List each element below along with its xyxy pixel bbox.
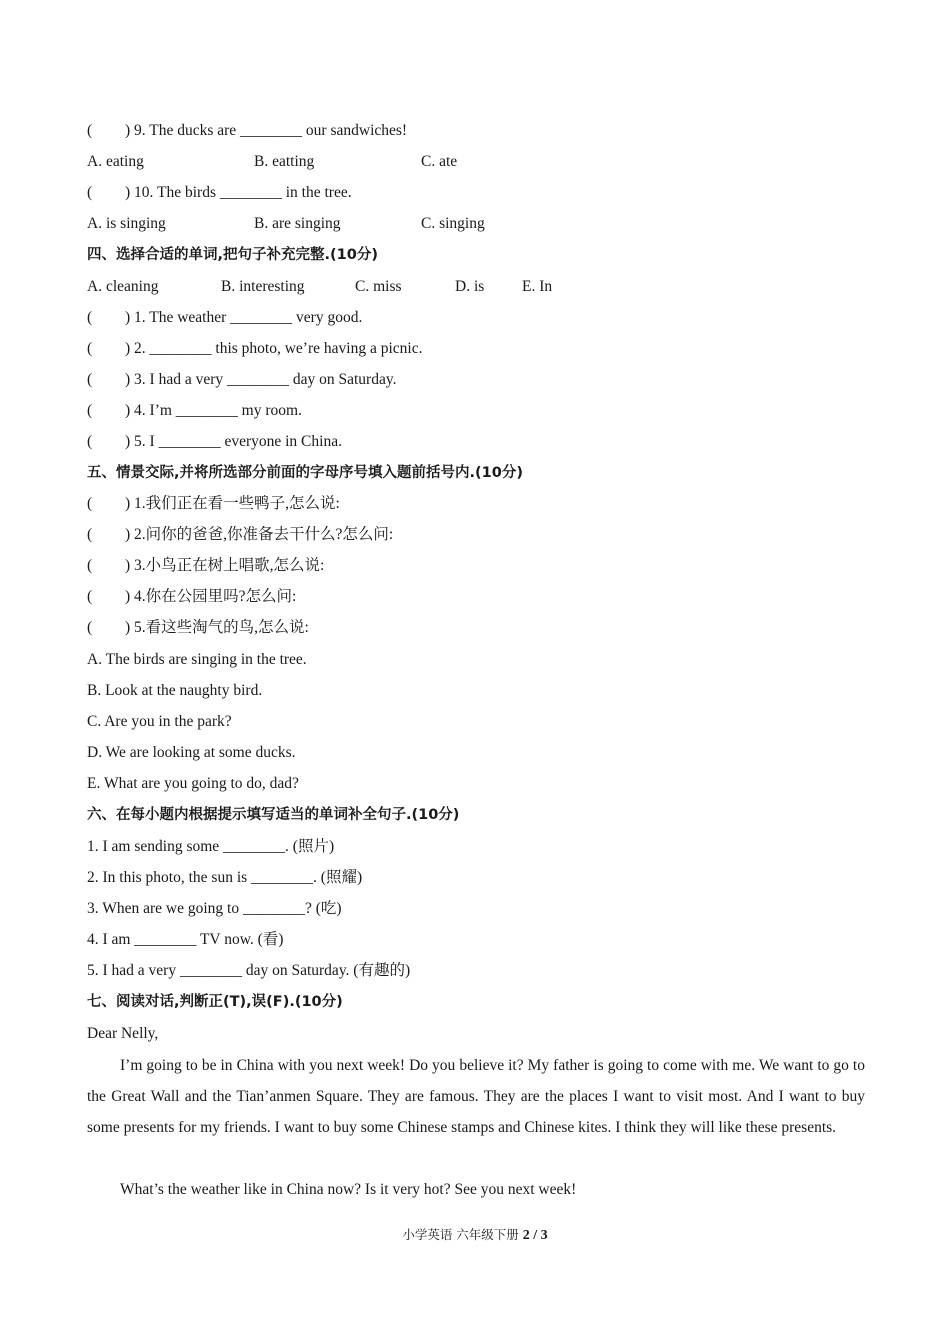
page-number: 2 / 3 — [522, 1228, 548, 1243]
answer-paren: ( — [87, 371, 93, 388]
question-text: ) 10. The birds ________ in the tree. — [125, 184, 352, 201]
question-text: ) 3. I had a very ________ day on Saturday. — [125, 371, 397, 388]
question-10 — [87, 183, 352, 203]
question — [87, 308, 362, 328]
question: 4. I am ________ TV now. (看) — [87, 931, 284, 948]
section-heading: 七、阅读对话,判断正(T),误(F).(10分) — [87, 994, 343, 1010]
question-text: ) 2. ________ this photo, we’re having a picnic. — [125, 340, 423, 357]
option: C. ate — [421, 153, 458, 170]
question: 3. When are we going to ________? (吃) — [87, 900, 342, 917]
answer-paren: ( — [87, 588, 93, 605]
question-text: ) 2.问你的爸爸,你准备去干什么?怎么问: — [125, 526, 394, 543]
question — [87, 587, 296, 607]
question — [87, 494, 340, 514]
question — [87, 370, 396, 390]
letter-paragraph: I’m going to be in China with you next week! Do you believe it? My father is going to come with me. We want to go to the Great Wall and the Tian’anmen Square. They are famous. They are the places I want to visit most. And I want to buy some presents for my friends. I want to buy some Chinese stamps and Chinese kites. I think they will like these presents. — [87, 1057, 865, 1136]
word-option: E. In — [522, 278, 553, 295]
option: A. eating — [87, 153, 144, 170]
section-heading: 五、情景交际,并将所选部分前面的字母序号填入题前括号内.(10分) — [87, 465, 523, 481]
question-text: ) 4. I’m ________ my room. — [125, 402, 302, 419]
question-9 — [87, 121, 407, 141]
section-heading: 六、在每小题内根据提示填写适当的单词补全句子.(10分) — [87, 807, 460, 823]
answer-paren: ( — [87, 122, 93, 139]
word-option: A. cleaning — [87, 278, 159, 295]
question — [87, 525, 393, 545]
question-text: ) 4.你在公园里吗?怎么问: — [125, 588, 297, 605]
answer-choice: B. Look at the naughty bird. — [87, 682, 263, 699]
question-text: ) 1.我们正在看一些鸭子,怎么说: — [125, 495, 340, 512]
answer-paren: ( — [87, 184, 93, 201]
answer-paren: ( — [87, 526, 93, 543]
answer-choice: D. We are looking at some ducks. — [87, 744, 296, 761]
question-text: ) 3.小鸟正在树上唱歌,怎么说: — [125, 557, 325, 574]
question — [87, 432, 342, 452]
answer-paren: ( — [87, 402, 93, 419]
answer-paren: ( — [87, 309, 93, 326]
option: A. is singing — [87, 215, 166, 232]
answer-choice: C. Are you in the park? — [87, 713, 232, 730]
question: 1. I am sending some ________. (照片) — [87, 838, 335, 855]
answer-paren: ( — [87, 433, 93, 450]
question — [87, 556, 324, 576]
answer-paren: ( — [87, 619, 93, 636]
question: 5. I had a very ________ day on Saturday. (有趣的) — [87, 962, 411, 979]
question: 2. In this photo, the sun is ________. (照耀) — [87, 869, 363, 886]
word-option: C. miss — [355, 278, 402, 295]
section-heading: 四、选择合适的单词,把句子补充完整.(10分) — [87, 247, 378, 263]
answer-paren: ( — [87, 557, 93, 574]
question — [87, 618, 309, 638]
question-text: ) 5.看这些淘气的鸟,怎么说: — [125, 619, 309, 636]
answer-choice: A. The birds are singing in the tree. — [87, 651, 307, 668]
letter-greeting: Dear Nelly, — [87, 1025, 159, 1042]
answer-paren: ( — [87, 340, 93, 357]
question — [87, 339, 422, 359]
answer-choice: E. What are you going to do, dad? — [87, 775, 299, 792]
option: B. are singing — [254, 215, 341, 232]
option: B. eatting — [254, 153, 315, 170]
question-text: ) 1. The weather ________ very good. — [125, 309, 363, 326]
question-text: ) 5. I ________ everyone in China. — [125, 433, 342, 450]
word-option: B. interesting — [221, 278, 305, 295]
answer-paren: ( — [87, 495, 93, 512]
page-footer — [0, 1225, 950, 1244]
letter-paragraph: What’s the weather like in China now? Is it very hot? See you next week! — [120, 1181, 577, 1198]
question-text: ) 9. The ducks are ________ our sandwiches! — [125, 122, 408, 139]
option: C. singing — [421, 215, 485, 232]
question — [87, 401, 302, 421]
footer-label: 小学英语 六年级下册 — [402, 1227, 519, 1242]
word-option: D. is — [455, 278, 485, 295]
